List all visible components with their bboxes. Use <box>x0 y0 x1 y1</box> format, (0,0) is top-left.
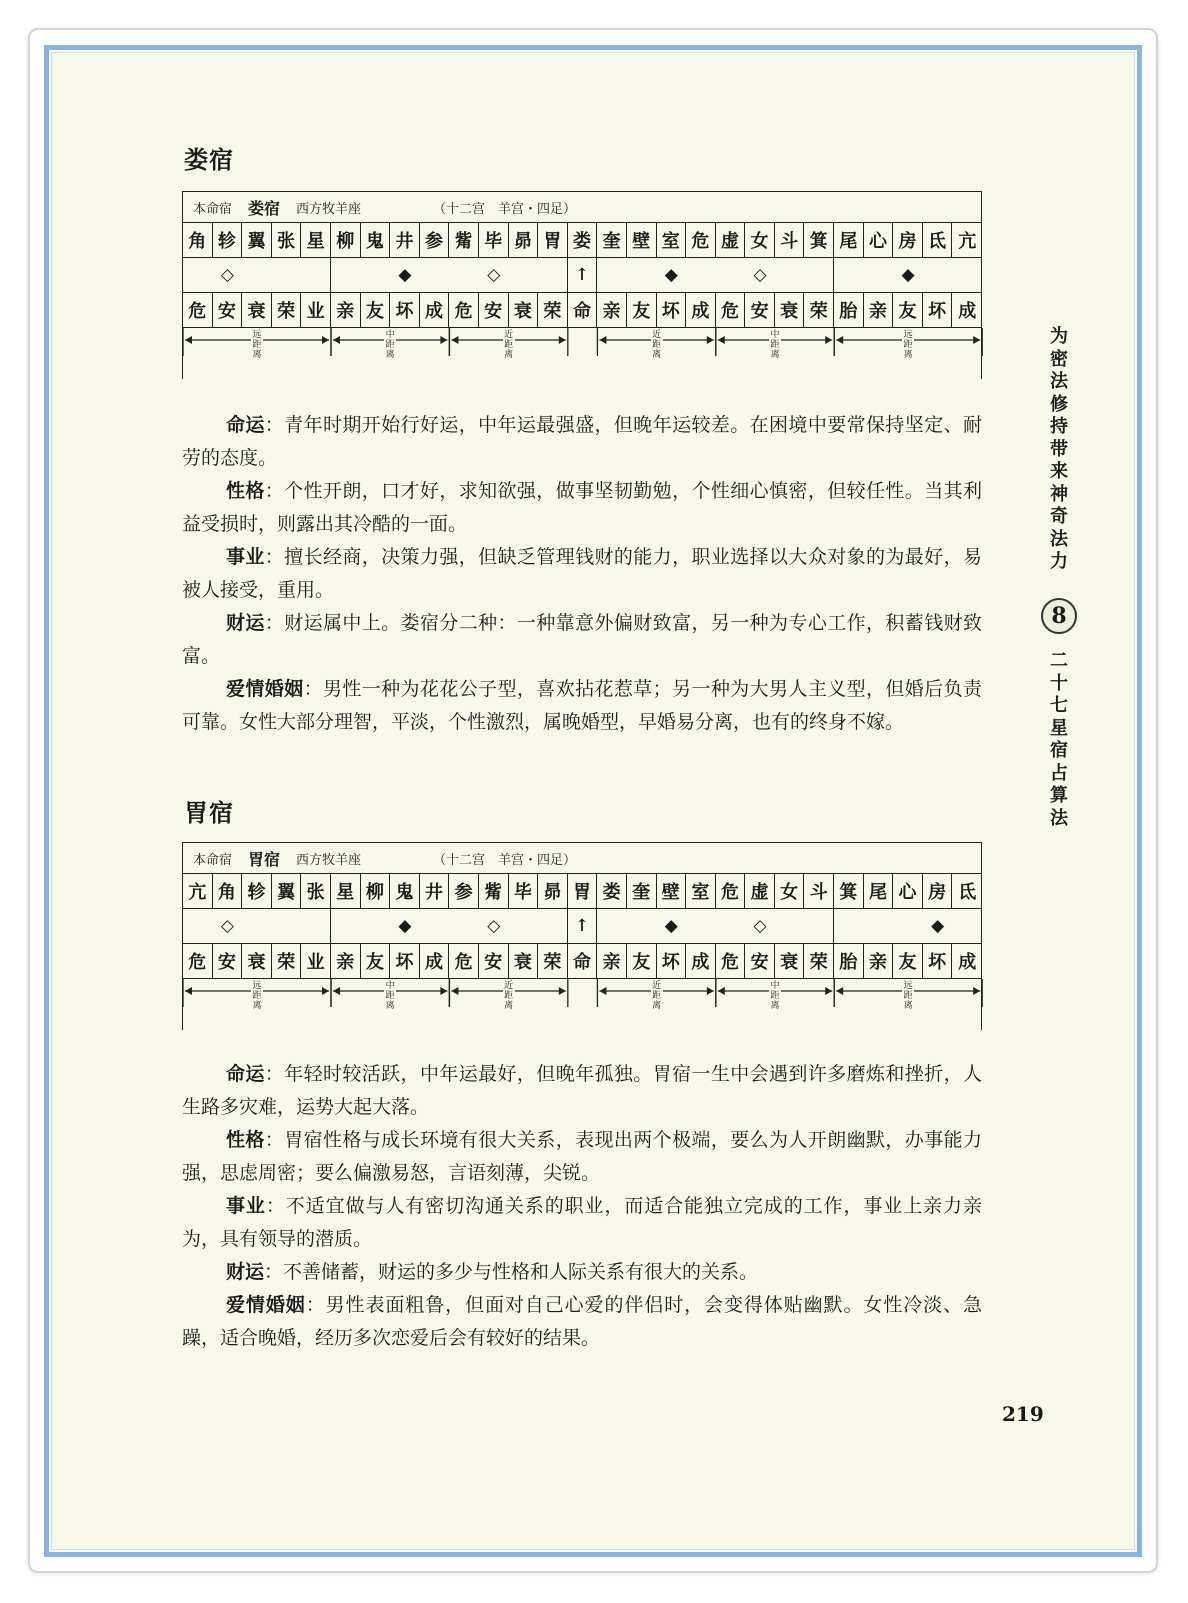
relation-cell: 成 <box>686 293 716 327</box>
symbol-cell: ◇ <box>753 916 767 936</box>
distance-arrows <box>183 328 983 368</box>
relation-cell: 衰 <box>775 293 805 327</box>
distance-label: 中 距 离 <box>385 330 395 360</box>
arrow-head-right <box>322 987 329 995</box>
mansion-cell: 虚 <box>716 223 746 257</box>
mansion-cell: 毕 <box>479 223 509 257</box>
mansion-cell: 柳 <box>361 874 391 908</box>
mansion-cell: 昴 <box>509 223 539 257</box>
symbol-cell: ◇ <box>487 265 501 285</box>
symbol-cell <box>538 258 568 292</box>
arrow-head-left <box>836 336 843 344</box>
mansion-cell: 箕 <box>804 223 834 257</box>
arrow-head-right <box>825 336 832 344</box>
relation-cell: 危 <box>183 944 213 978</box>
symbol-cell <box>597 258 627 292</box>
relation-cell: 安 <box>745 293 775 327</box>
symbol-cell: ◆ <box>398 916 412 936</box>
symbol-cell <box>834 258 864 292</box>
mansion-cell: 觜 <box>449 223 479 257</box>
arrow-head-left <box>451 336 458 344</box>
arrow-head-right <box>707 336 714 344</box>
relation-cell: 危 <box>449 944 479 978</box>
arrow-head-right <box>559 987 566 995</box>
mansion-cell: 壁 <box>627 223 657 257</box>
sidebar-chapter-title: 二 十 七 星 宿 占 算 法 <box>1050 650 1068 829</box>
arrow-head-left <box>599 987 606 995</box>
relation-row <box>183 293 981 328</box>
mansion-cell: 室 <box>657 223 687 257</box>
symbol-cell <box>420 258 450 292</box>
section-heading-lou: 娄宿 <box>184 145 234 174</box>
chart-header <box>183 843 981 874</box>
paragraph-fortune: 命运：年轻时较活跃，中年运最好，但晚年孤独。胃宿一生中会遇到许多磨炼和挫折，人生路多灾难，运势大起大落。 <box>182 1063 982 1118</box>
symbol-cell <box>272 258 302 292</box>
symbol-cell <box>716 909 746 943</box>
relation-cell: 亲 <box>597 944 627 978</box>
paragraph-personality: 性格：个性开朗，口才好，求知欲强，做事坚韧勤勉，个性细心慎密，但较任性。当其利益受损时，则露出其冷酷的一面。 <box>182 480 982 535</box>
chart-header-prefix: 本命宿 <box>193 852 233 868</box>
mansion-cell: 尾 <box>864 874 894 908</box>
mansion-cell: 星 <box>301 223 331 257</box>
chart-header-constellation: 西方牧羊座 <box>296 201 362 217</box>
mansion-cell: 室 <box>686 874 716 908</box>
symbol-cell <box>864 909 894 943</box>
relation-cell: 胎 <box>834 293 864 327</box>
mansion-cell: 壁 <box>657 874 687 908</box>
arrow-head-right <box>559 336 566 344</box>
mansion-cell: 斗 <box>775 223 805 257</box>
relation-cell: 荣 <box>804 293 834 327</box>
relation-cell: 成 <box>420 944 450 978</box>
arrow-head-right <box>973 987 980 995</box>
symbol-cell <box>509 909 539 943</box>
mansion-cell: 奎 <box>627 874 657 908</box>
section-body-lou <box>182 409 982 739</box>
mansion-cell: 箕 <box>834 874 864 908</box>
symbol-cell <box>361 909 391 943</box>
arrow-head-left <box>451 987 458 995</box>
distance-label: 远 距 离 <box>903 330 913 360</box>
relation-cell: 坏 <box>390 293 420 327</box>
relation-cell: 坏 <box>390 944 420 978</box>
symbol-cell <box>242 909 272 943</box>
relation-cell: 衰 <box>242 944 272 978</box>
chart-header <box>183 192 981 223</box>
symbol-cell <box>420 909 450 943</box>
symbol-cell <box>775 258 805 292</box>
paragraph-love: 爱情婚姻：男性表面粗鲁，但面对自己心爱的伴侣时，会变得体贴幽默。女性冷淡、急躁，适合晚婚，经历多次恋爱后会有较好的结果。 <box>182 1294 982 1349</box>
mansion-chart-wei <box>182 842 982 1030</box>
chart-header-name: 胃宿 <box>248 849 281 869</box>
relation-cell: 命 <box>568 293 598 327</box>
symbol-cell <box>331 258 361 292</box>
distance-label: 中 距 离 <box>385 981 395 1011</box>
distance-label: 远 距 离 <box>252 330 262 360</box>
chart-header-name: 娄宿 <box>248 198 281 218</box>
relation-cell: 坏 <box>923 293 953 327</box>
relation-cell: 危 <box>449 293 479 327</box>
mansion-cell: 心 <box>864 223 894 257</box>
relation-cell: 成 <box>420 293 450 327</box>
relation-cell: 坏 <box>657 293 687 327</box>
distance-label: 近 距 离 <box>652 330 662 360</box>
distance-label: 中 距 离 <box>770 981 780 1011</box>
relation-cell: 衰 <box>775 944 805 978</box>
mansion-cell: 星 <box>331 874 361 908</box>
symbol-cell: ◇ <box>753 265 767 285</box>
relation-cell: 友 <box>361 944 391 978</box>
relation-cell: 友 <box>361 293 391 327</box>
mansion-cell: 亢 <box>183 874 213 908</box>
chapter-number-badge: 8 <box>1041 598 1077 634</box>
mansion-cell: 房 <box>923 874 953 908</box>
symbol-cell <box>538 909 568 943</box>
mansion-cell: 轸 <box>213 223 243 257</box>
mansion-cell: 氐 <box>923 223 953 257</box>
arrow-head-right <box>825 987 832 995</box>
relation-cell: 成 <box>958 301 977 322</box>
relation-cell: 成 <box>958 952 977 973</box>
relation-cell: 友 <box>627 293 657 327</box>
mansion-cell: 轸 <box>242 874 272 908</box>
symbol-cell: ↑ <box>568 258 598 292</box>
paragraph-career: 事业：不适宜做与人有密切沟通关系的职业，而适合能独立完成的工作，事业上亲力亲为，具有领导的潜质。 <box>182 1195 982 1250</box>
relation-cell: 坏 <box>923 944 953 978</box>
chart-header-palace: （十二宫 羊宫・四足） <box>433 201 577 217</box>
mansion-cell: 角 <box>183 223 213 257</box>
relation-cell: 荣 <box>272 293 302 327</box>
relation-cell: 危 <box>716 293 746 327</box>
relation-cell: 安 <box>479 293 509 327</box>
symbol-cell <box>301 258 331 292</box>
relation-cell: 友 <box>893 944 923 978</box>
symbol-cell: ◆ <box>664 265 678 285</box>
symbol-cell <box>716 258 746 292</box>
mansion-cell: 胃 <box>568 874 598 908</box>
mansion-cell: 奎 <box>597 223 627 257</box>
symbol-cell: ◆ <box>664 916 678 936</box>
symbol-cell <box>183 909 213 943</box>
mansion-cell: 女 <box>775 874 805 908</box>
sidebar-series-title: 为 密 法 修 持 带 来 神 奇 法 力 <box>1050 326 1068 572</box>
mansion-cell: 亢 <box>958 231 977 252</box>
arrow-head-left <box>599 336 606 344</box>
symbol-row <box>183 258 981 293</box>
mansion-cell: 参 <box>420 223 450 257</box>
relation-cell: 胎 <box>834 944 864 978</box>
symbol-cell <box>775 909 805 943</box>
mansion-row <box>183 874 981 909</box>
section-heading-wei: 胃宿 <box>184 798 234 827</box>
mansion-cell: 井 <box>420 874 450 908</box>
arrow-head-left <box>185 336 192 344</box>
symbol-cell: ◇ <box>220 916 234 936</box>
symbol-cell <box>627 909 657 943</box>
distance-label: 近 距 离 <box>504 981 514 1011</box>
mansion-cell: 柳 <box>331 223 361 257</box>
section-body-wei <box>182 1058 982 1355</box>
symbol-cell: ◆ <box>901 265 915 285</box>
distance-label: 远 距 离 <box>903 981 913 1011</box>
relation-cell: 荣 <box>538 944 568 978</box>
relation-cell: 安 <box>745 944 775 978</box>
relation-cell: 安 <box>213 293 243 327</box>
relation-cell: 亲 <box>597 293 627 327</box>
symbol-cell <box>686 258 716 292</box>
relation-cell: 坏 <box>657 944 687 978</box>
mansion-cell: 房 <box>893 223 923 257</box>
symbol-cell <box>449 258 479 292</box>
paragraph-wealth: 财运：不善储蓄，财运的多少与性格和人际关系有很大的关系。 <box>226 1261 759 1283</box>
relation-cell: 业 <box>301 293 331 327</box>
mansion-cell: 翼 <box>272 874 302 908</box>
relation-cell: 危 <box>183 293 213 327</box>
arrow-head-left <box>718 987 725 995</box>
distance-label: 中 距 离 <box>770 330 780 360</box>
relation-cell: 亲 <box>864 944 894 978</box>
distance-arrows <box>183 979 983 1019</box>
relation-cell: 安 <box>479 944 509 978</box>
symbol-cell: ◆ <box>398 265 412 285</box>
mansion-cell: 危 <box>716 874 746 908</box>
mansion-cell: 张 <box>301 874 331 908</box>
mansion-cell: 张 <box>272 223 302 257</box>
arrow-head-right <box>440 987 447 995</box>
arrow-head-left <box>333 336 340 344</box>
symbol-cell <box>627 258 657 292</box>
symbol-cell <box>301 909 331 943</box>
mansion-cell: 虚 <box>745 874 775 908</box>
relation-cell: 业 <box>301 944 331 978</box>
symbol-cell: ↑ <box>568 909 598 943</box>
distance-row <box>183 328 981 368</box>
arrow-head-right <box>322 336 329 344</box>
symbol-cell <box>183 258 213 292</box>
mansion-cell: 氐 <box>958 882 977 903</box>
page-number: 219 <box>1002 1402 1044 1426</box>
mansion-cell: 角 <box>213 874 243 908</box>
paragraph-career: 事业：擅长经商，决策力强，但缺乏管理钱财的能力，职业选择以大众对象的为最好，易被人接受，重用。 <box>182 546 982 601</box>
mansion-cell: 昴 <box>538 874 568 908</box>
paragraph-fortune: 命运：青年时期开始行好运，中年运最强盛，但晚年运较差。在困境中要常保持坚定、耐劳的态度。 <box>182 414 982 469</box>
mansion-cell: 觜 <box>479 874 509 908</box>
symbol-cell <box>242 258 272 292</box>
symbol-cell: ◇ <box>220 265 234 285</box>
mansion-cell: 斗 <box>804 874 834 908</box>
relation-cell: 安 <box>213 944 243 978</box>
symbol-cell: ◆ <box>931 916 945 936</box>
relation-cell: 成 <box>686 944 716 978</box>
relation-cell: 衰 <box>509 293 539 327</box>
chart-header-palace: （十二宫 羊宫・四足） <box>433 852 577 868</box>
relation-row <box>183 944 981 979</box>
symbol-cell <box>331 909 361 943</box>
relation-cell: 衰 <box>242 293 272 327</box>
mansion-chart-lou <box>182 191 982 379</box>
symbol-cell <box>361 258 391 292</box>
relation-cell: 衰 <box>509 944 539 978</box>
symbol-cell <box>804 909 834 943</box>
mansion-cell: 心 <box>893 874 923 908</box>
mansion-cell: 娄 <box>597 874 627 908</box>
mansion-cell: 参 <box>449 874 479 908</box>
symbol-cell <box>449 909 479 943</box>
mansion-cell: 女 <box>745 223 775 257</box>
relation-cell: 命 <box>568 944 598 978</box>
arrow-head-left <box>185 987 192 995</box>
mansion-cell: 鬼 <box>390 874 420 908</box>
relation-cell: 友 <box>893 293 923 327</box>
relation-cell: 危 <box>716 944 746 978</box>
relation-cell: 友 <box>627 944 657 978</box>
chart-header-constellation: 西方牧羊座 <box>296 852 362 868</box>
mansion-cell: 毕 <box>509 874 539 908</box>
relation-cell: 荣 <box>538 293 568 327</box>
mansion-cell: 胃 <box>538 223 568 257</box>
symbol-cell <box>686 909 716 943</box>
distance-label: 远 距 离 <box>252 981 262 1011</box>
paragraph-love: 爱情婚姻：男性一种为花花公子型，喜欢拈花惹草；另一种为大男人主义型，但婚后负责可靠。女性大部分理智，平淡，个性激烈，属晚婚型，早婚易分离，也有的终身不嫁。 <box>182 678 982 733</box>
paragraph-wealth: 财运：财运属中上。娄宿分二种：一种靠意外偏财致富，另一种为专心工作，积蓄钱财致富。 <box>182 612 982 667</box>
symbol-cell <box>597 909 627 943</box>
symbol-cell <box>952 258 982 292</box>
arrow-head-right <box>973 336 980 344</box>
paragraph-personality: 性格：胃宿性格与成长环境有很大关系，表现出两个极端，要么为人开朗幽默，办事能力强，思虑周密；要么偏激易怒，言语刻薄，尖锐。 <box>182 1129 982 1184</box>
mansion-row <box>183 223 981 258</box>
symbol-cell <box>509 258 539 292</box>
symbol-cell <box>923 258 953 292</box>
mansion-cell: 尾 <box>834 223 864 257</box>
distance-label: 近 距 离 <box>652 981 662 1011</box>
arrow-head-right <box>707 987 714 995</box>
arrow-head-left <box>836 987 843 995</box>
mansion-cell: 翼 <box>242 223 272 257</box>
relation-cell: 荣 <box>804 944 834 978</box>
arrow-head-left <box>718 336 725 344</box>
symbol-cell <box>834 909 864 943</box>
relation-cell: 亲 <box>864 293 894 327</box>
distance-label: 近 距 离 <box>504 330 514 360</box>
symbol-cell <box>952 909 982 943</box>
symbol-cell <box>272 909 302 943</box>
symbol-row <box>183 909 981 944</box>
relation-cell: 亲 <box>331 944 361 978</box>
symbol-cell <box>864 258 894 292</box>
arrow-head-right <box>440 336 447 344</box>
symbol-cell <box>893 909 923 943</box>
relation-cell: 亲 <box>331 293 361 327</box>
mansion-cell: 井 <box>390 223 420 257</box>
symbol-cell <box>804 258 834 292</box>
relation-cell: 荣 <box>272 944 302 978</box>
chart-header-prefix: 本命宿 <box>193 201 233 217</box>
mansion-cell: 危 <box>686 223 716 257</box>
mansion-cell: 娄 <box>568 223 598 257</box>
arrow-head-left <box>333 987 340 995</box>
mansion-cell: 鬼 <box>361 223 391 257</box>
distance-row <box>183 979 981 1019</box>
symbol-cell: ◇ <box>487 916 501 936</box>
